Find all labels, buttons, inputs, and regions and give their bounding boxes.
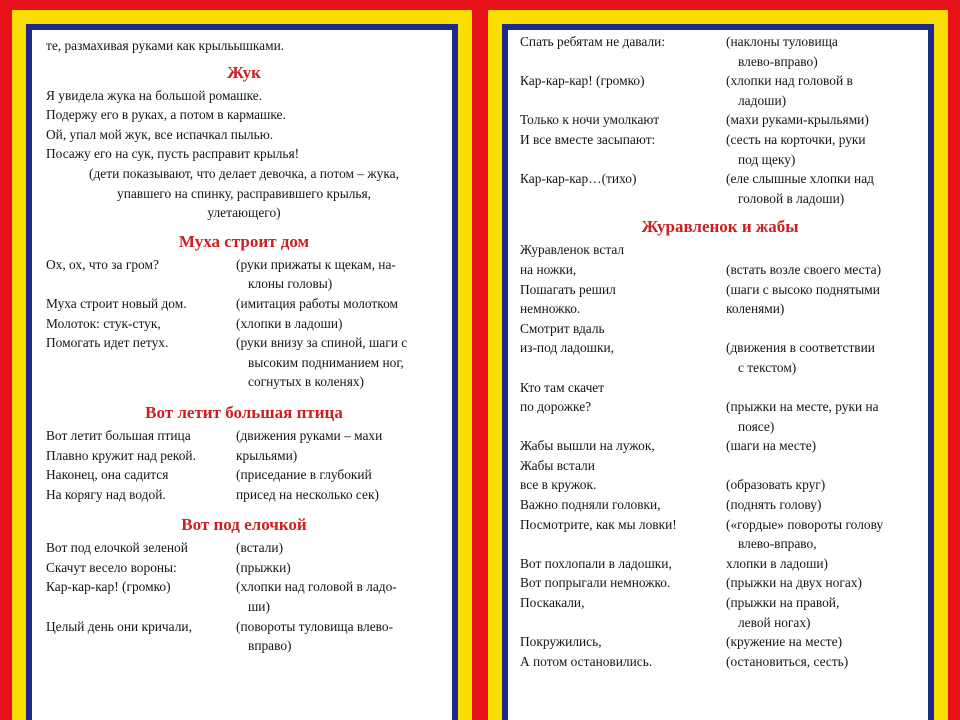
action-line: (образовать круг) <box>726 477 826 493</box>
zhuravlenok-row <box>520 338 920 377</box>
action-line: левой ногах) <box>738 614 811 630</box>
zhuk-line: Посажу его на сук, пусть расправит крылья! <box>46 146 300 162</box>
action-text <box>726 456 920 476</box>
action-line: высоким подниманием ног, <box>248 354 404 370</box>
verse-text: Смотрит вдаль <box>520 320 605 336</box>
action-line: (шаги с высоко поднятыми <box>726 281 880 297</box>
action-text <box>236 617 442 656</box>
zhuravlenok-row <box>520 652 920 672</box>
left-page <box>12 10 472 720</box>
action-text <box>726 240 920 260</box>
action-text <box>726 71 920 110</box>
zhuravlenok-row <box>520 593 920 632</box>
ptitsa-row <box>46 485 442 505</box>
action-line: (хлопки над головой в ладо- <box>236 579 397 595</box>
elochka-cont-row <box>520 71 920 110</box>
verse-text: Посмотрите, как мы ловки! <box>520 516 677 532</box>
action-text <box>236 255 442 294</box>
verse-text: Вот попрыгали немножко. <box>520 575 671 591</box>
mukha-row <box>46 255 442 294</box>
verse-text: И все вместе засыпают: <box>520 131 656 147</box>
zhuravlenok-row <box>520 515 920 554</box>
action-text <box>726 515 920 554</box>
ptitsa-row <box>46 446 442 466</box>
zhuravlenok-title: Журавленок и жабы <box>641 217 799 237</box>
verse-text: Наконец, она садится <box>46 467 169 483</box>
action-line: (кружение на месте) <box>726 634 843 650</box>
action-text <box>726 319 920 339</box>
action-text <box>236 333 442 392</box>
verse-text: Вот летит большая птица <box>46 427 191 443</box>
action-text <box>726 397 920 436</box>
action-text: крыльями) <box>236 447 298 463</box>
action-line: (руки внизу за спиной, шаги с <box>236 335 408 351</box>
verse-text: На корягу над водой. <box>46 486 166 502</box>
elochka-row <box>46 617 442 656</box>
action-line: с текстом) <box>738 359 797 375</box>
action-line: под щеку) <box>738 151 796 167</box>
action-text <box>236 577 442 616</box>
action-text: (прыжки) <box>236 559 291 575</box>
action-text <box>726 169 920 208</box>
action-text: присед на несколько сек) <box>236 486 379 502</box>
action-line: влево-вправо, <box>738 536 817 552</box>
zhuravlenok-row <box>520 475 920 495</box>
ptitsa-title: Вот летит большая птица <box>145 402 343 422</box>
verse-text: Кар-кар-кар…(тихо) <box>520 171 637 187</box>
action-text: (встали) <box>236 540 284 556</box>
verse-text: Скачут весело вороны: <box>46 559 177 575</box>
elochka-title: Вот под елочкой <box>181 515 307 535</box>
action-line: (сесть на корточки, руки <box>726 131 866 147</box>
action-line: (шаги на месте) <box>726 438 817 454</box>
verse-text: Поскакали, <box>520 595 585 611</box>
action-text <box>726 260 920 280</box>
zhuk-note: упавшего на спинку, расправившего крылья, <box>117 185 371 201</box>
action-line: (хлопки над головой в <box>726 73 853 89</box>
verse-text: Только к ночи умолкают <box>520 112 660 128</box>
action-line: поясе) <box>738 418 775 434</box>
zhuravlenok-row <box>520 319 920 339</box>
verse-text: Молоток: стук-стук, <box>46 315 161 331</box>
action-line: влево-вправо) <box>738 53 818 69</box>
action-text <box>726 632 920 652</box>
action-text: (имитация работы молотком <box>236 295 399 311</box>
verse-text: все в кружок. <box>520 477 597 493</box>
verse-text: Покружились, <box>520 634 602 650</box>
zhuk-note: (дети показывают, что делает девочка, а потом – жука, <box>89 165 399 181</box>
action-line: (прыжки на правой, <box>726 595 840 611</box>
action-line: (еле слышные хлопки над <box>726 171 874 187</box>
zhuk-title: Жук <box>227 62 261 82</box>
action-line: (встать возле своего места) <box>726 261 882 277</box>
zhuk-line: Ой, упал мой жук, все испачкал пылью. <box>46 126 274 142</box>
action-text <box>726 593 920 632</box>
zhuravlenok-row <box>520 456 920 476</box>
action-text <box>726 554 920 574</box>
action-text <box>726 130 920 169</box>
verse-text: Важно подняли головки, <box>520 497 661 513</box>
action-text <box>726 652 920 672</box>
ptitsa-row <box>46 465 442 485</box>
action-line: ладоши) <box>738 92 787 108</box>
verse-text: Спать ребятам не давали: <box>520 34 666 49</box>
action-text <box>726 378 920 398</box>
verse-text: Кто там скачет <box>520 379 605 395</box>
action-text: (махи руками-крыльями) <box>726 112 869 128</box>
action-text <box>726 436 920 456</box>
action-text <box>726 280 920 300</box>
action-text <box>726 338 920 377</box>
zhuravlenok-row <box>520 554 920 574</box>
intro-line: те, размахивая руками как крыльышками. <box>46 38 285 53</box>
verse-text: Плавно кружит над рекой. <box>46 447 196 463</box>
zhuravlenok-row <box>520 495 920 515</box>
action-line: («гордые» повороты голову <box>726 516 884 532</box>
action-line: хлопки в ладоши) <box>726 555 828 571</box>
verse-text: Вот похлопали в ладошки, <box>520 555 672 571</box>
zhuk-line: Я увидела жука на большой ромашке. <box>46 87 263 103</box>
action-line: головой в ладоши) <box>738 190 845 206</box>
right-page-blue-frame <box>502 24 934 720</box>
action-line: (прыжки на двух ногах) <box>726 575 862 591</box>
zhuravlenok-rows <box>520 240 920 671</box>
action-text: (движения руками – махи <box>236 427 383 443</box>
verse-text: Вот под елочкой зеленой <box>46 540 188 556</box>
mukha-row <box>46 294 442 314</box>
verse-text: из-под ладошки, <box>520 340 615 356</box>
action-text <box>726 475 920 495</box>
verse-text: Жабы вышли на лужок, <box>520 438 655 454</box>
right-page <box>488 10 948 720</box>
verse-text: Кар-кар-кар! (громко) <box>520 73 645 89</box>
zhuk-line: Подержу его в руках, а потом в кармашке. <box>46 107 286 123</box>
zhuravlenok-row <box>520 397 920 436</box>
zhuk-note: улетающего) <box>207 205 281 221</box>
action-line: согнутых в коленях) <box>248 374 365 390</box>
elochka-cont-row <box>520 110 920 130</box>
left-page-blue-frame <box>26 24 458 720</box>
zhuravlenok-row <box>520 299 920 319</box>
action-line: коленями) <box>726 301 785 317</box>
action-line: (повороты туловища влево- <box>236 618 394 634</box>
verse-text: Помогать идет петух. <box>46 335 169 351</box>
elochka-cont-row <box>520 130 920 169</box>
verse-text: Целый день они кричали, <box>46 618 192 634</box>
mukha-row <box>46 333 442 392</box>
elochka-row <box>46 577 442 616</box>
zhuravlenok-row <box>520 240 920 260</box>
zhuravlenok-row <box>520 632 920 652</box>
elochka-cont-row <box>520 169 920 208</box>
zhuravlenok-row <box>520 280 920 300</box>
action-line: (движения в соответствии <box>726 340 875 356</box>
action-text: (хлопки в ладоши) <box>236 315 343 331</box>
right-page-content <box>508 30 928 720</box>
verse-text: Муха строит новый дом. <box>46 295 187 311</box>
verse-text: Кар-кар-кар! (громко) <box>46 579 171 595</box>
action-line: (прыжки на месте, руки на <box>726 399 879 415</box>
action-text <box>726 573 920 593</box>
zhuravlenok-row <box>520 378 920 398</box>
verse-text: немножко. <box>520 301 581 317</box>
action-text <box>726 299 920 319</box>
left-page-content <box>32 30 452 720</box>
action-line: (руки прижаты к щекам, на- <box>236 256 396 272</box>
action-text <box>726 32 920 71</box>
action-line: вправо) <box>248 638 292 654</box>
action-line: (поднять голову) <box>726 497 822 513</box>
verse-text: Ох, ох, что за гром? <box>46 256 159 272</box>
action-text: (приседание в глубокий <box>236 467 372 483</box>
verse-text: по дорожке? <box>520 399 592 415</box>
elochka-cont-row <box>520 32 920 71</box>
action-line: (остановиться, сесть) <box>726 653 849 669</box>
mukha-row <box>46 314 442 334</box>
verse-text: А потом остановились. <box>520 653 653 669</box>
action-line: (наклоны туловища <box>726 34 838 49</box>
ptitsa-row <box>46 426 442 446</box>
zhuravlenok-row <box>520 260 920 280</box>
elochka-row <box>46 558 442 578</box>
zhuravlenok-row <box>520 436 920 456</box>
verse-text: Журавленок встал <box>520 242 625 258</box>
action-line: ши) <box>248 599 270 615</box>
action-line: клоны головы) <box>248 276 333 292</box>
verse-text: на ножки, <box>520 261 577 277</box>
verse-text: Жабы встали <box>520 457 595 473</box>
elochka-row <box>46 538 442 558</box>
action-text <box>726 495 920 515</box>
zhuravlenok-row <box>520 573 920 593</box>
verse-text: Пошагать решил <box>520 281 616 297</box>
mukha-title: Муха строит дом <box>178 231 310 251</box>
